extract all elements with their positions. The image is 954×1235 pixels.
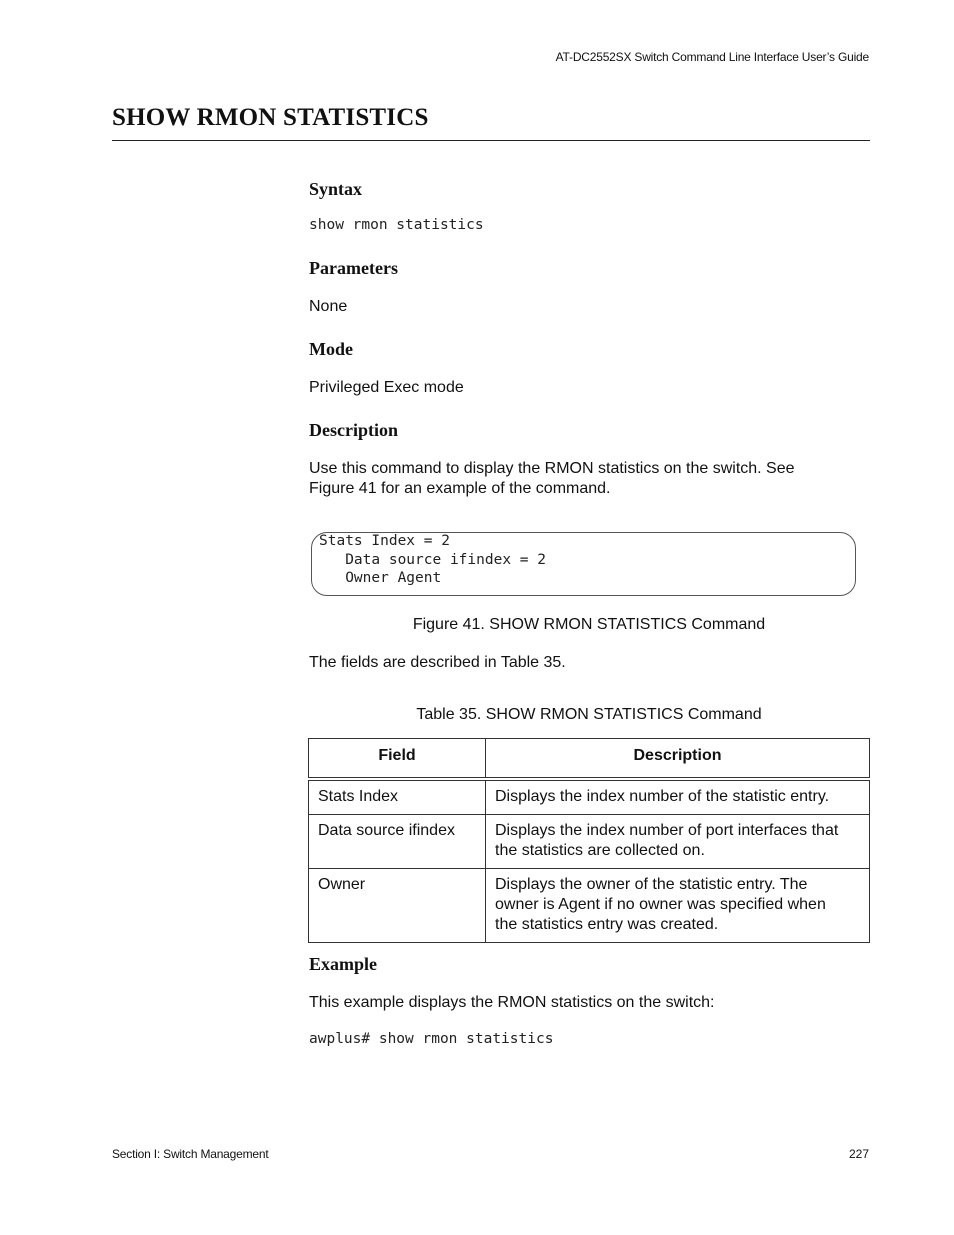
table-row: [309, 869, 870, 943]
description-heading: Description: [309, 420, 398, 440]
syntax-command: show rmon statistics: [309, 217, 484, 233]
figure-line: Owner Agent: [319, 570, 442, 586]
field-cell: Owner: [309, 869, 486, 943]
parameters-heading: Parameters: [309, 258, 398, 278]
description-cell: [486, 815, 870, 869]
table-caption: Table 35. SHOW RMON STATISTICS Command: [416, 706, 762, 723]
cell-line: the statistics entry was created.: [495, 916, 719, 933]
description-line: Use this command to display the RMON statistics on the switch. See: [309, 460, 795, 477]
cell-line: the statistics are collected on.: [495, 842, 705, 859]
table-header-row: [309, 739, 870, 780]
column-header-field: Field: [309, 739, 486, 780]
figure-line: Data source ifindex = 2: [319, 552, 546, 568]
description-text: [309, 459, 849, 499]
cell-line: Displays the owner of the statistic entry. The: [495, 876, 808, 893]
running-header: AT-DC2552SX Switch Command Line Interface User’s Guide: [555, 50, 869, 64]
syntax-heading: Syntax: [309, 179, 363, 199]
command-output-figure: [311, 532, 856, 596]
page-title: SHOW RMON STATISTICS: [112, 104, 429, 131]
description-line: Figure 41 for an example of the command.: [309, 480, 611, 497]
field-cell: Data source ifindex: [309, 815, 486, 869]
mode-heading: Mode: [309, 339, 353, 359]
description-cell: [486, 779, 870, 815]
field-cell: Stats Index: [309, 779, 486, 815]
example-text: This example displays the RMON statistics on the switch:: [309, 994, 715, 1011]
example-heading: Example: [309, 954, 378, 974]
cell-line: owner is Agent if no owner was specified when: [495, 896, 826, 913]
figure-line: Stats Index = 2: [319, 533, 450, 549]
fields-table: [308, 738, 870, 943]
footer-page-number: 227: [848, 1147, 869, 1161]
description-cell: [486, 869, 870, 943]
figure-caption: Figure 41. SHOW RMON STATISTICS Command: [412, 616, 766, 633]
table-row: [309, 815, 870, 869]
parameters-text: None: [309, 298, 348, 315]
column-header-description: Description: [486, 739, 870, 780]
fields-intro: The fields are described in Table 35.: [309, 654, 566, 671]
cell-line: Displays the index number of the statistic entry.: [495, 788, 830, 805]
example-command: awplus# show rmon statistics: [309, 1031, 554, 1047]
mode-text: Privileged Exec mode: [309, 379, 464, 396]
table-row: [309, 779, 870, 815]
footer-section: Section I: Switch Management: [112, 1147, 269, 1161]
cell-line: Displays the index number of port interfaces that: [495, 822, 839, 839]
title-rule: [112, 140, 870, 141]
